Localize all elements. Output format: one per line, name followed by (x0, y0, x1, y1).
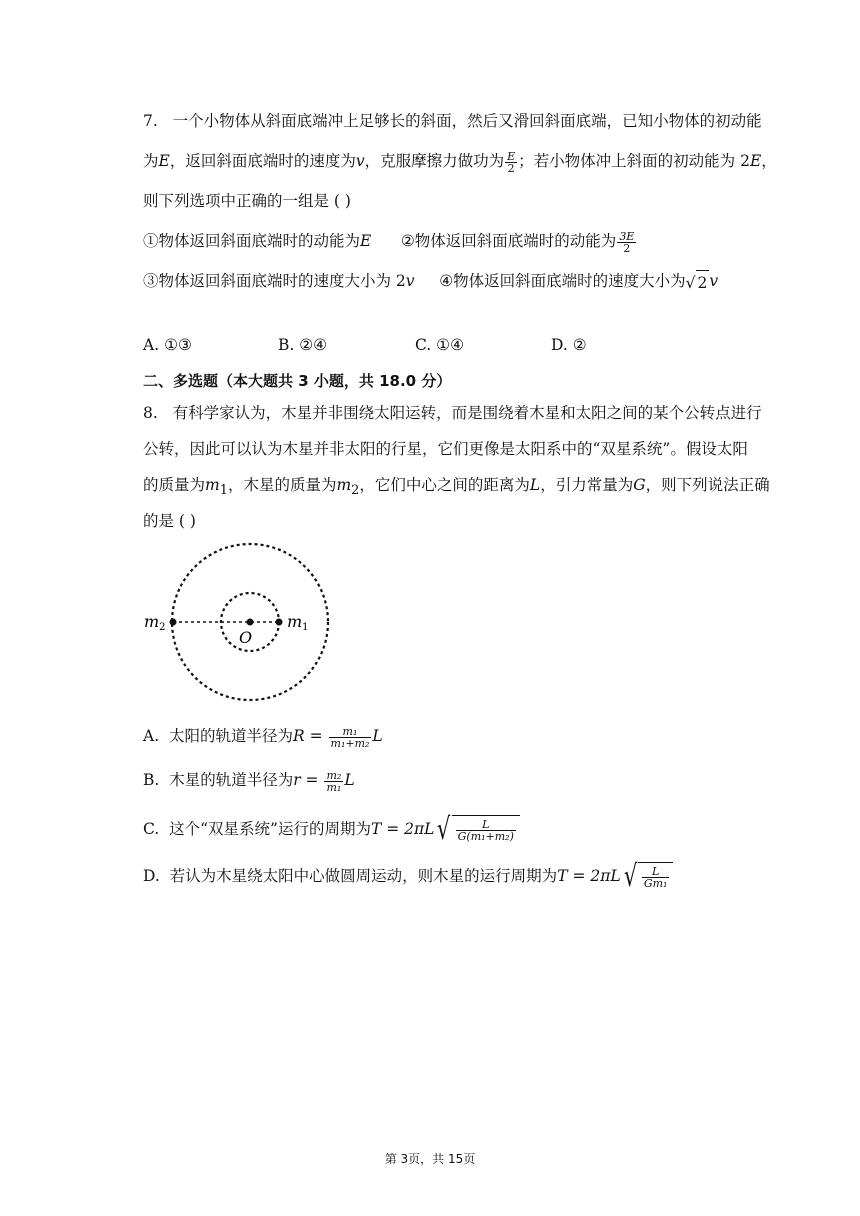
q8-text: ，则下列说法正确 (645, 476, 770, 494)
sqrt-expr: √ $\frac{L}{\text{G(m₁+m₂)}}$ (434, 815, 519, 845)
q8-line4: 的是 ( ) (143, 512, 196, 530)
math-v: v (709, 272, 719, 290)
option-label: A. (143, 336, 160, 354)
fraction (329, 726, 372, 749)
label-m2: m2 (144, 612, 166, 633)
option-label: D. (143, 867, 160, 885)
fraction-E-over-2 (505, 151, 517, 174)
math-v: v (355, 152, 365, 170)
q8-option-a[interactable] (143, 725, 383, 749)
frac-num: m₂ (326, 768, 342, 782)
q7-text: ，返回斜面底端时的速度为 (169, 152, 356, 170)
q7-line1 (143, 110, 762, 132)
frac-num: L (642, 866, 670, 878)
q7-statements-1-2 (143, 230, 637, 254)
math-expr: r = (293, 771, 324, 789)
label-O: O (239, 628, 253, 647)
q8-text: ，它们中心之间的距离为 (359, 476, 530, 494)
q7-line1-text: 一个小物体从斜面底端冲上足够长的斜面，然后又滑回斜面底端，已知小物体的初动能 (172, 112, 762, 130)
math-expr: T = 2πL (370, 820, 435, 838)
page-footer: 第 3页，共 15页 (384, 1152, 476, 1166)
math-L: L (344, 771, 355, 789)
frac-den: m₁+m₂ (330, 736, 370, 750)
option-text: ②④ (299, 336, 328, 354)
frac-den: 2 (623, 241, 631, 255)
option-label: B. (143, 771, 160, 789)
math-L: L (372, 727, 383, 745)
math-E: E (749, 152, 762, 170)
option-label: A. (143, 727, 160, 745)
binary-star-diagram (135, 535, 355, 715)
frac-den: Gm₁ (643, 876, 668, 890)
frac-num: m₁ (329, 726, 372, 738)
q7-option-c[interactable] (415, 336, 464, 354)
frac-den: 2 (507, 161, 515, 175)
option-text: 这个“双星系统”运行的周期为 (169, 820, 371, 838)
math-expr: R = (293, 727, 328, 745)
math-E: E (360, 232, 372, 250)
option-text: 木星的轨道半径为 (169, 771, 294, 789)
q8-line3 (143, 474, 770, 502)
math-E: E (158, 152, 170, 170)
q7-text: ， (761, 152, 777, 170)
frac-den: m₁ (326, 780, 342, 794)
q7-text: 为 (143, 152, 159, 170)
q8-text: 的质量为 (143, 476, 206, 494)
fraction (642, 866, 670, 889)
fraction (456, 819, 516, 842)
sqrt-expr: √ $\frac{L}{\text{Gm₁}}$ (621, 862, 674, 892)
option-label: C. (415, 336, 432, 354)
fraction (324, 770, 343, 793)
math-L: L (529, 476, 541, 494)
option-text: ② (572, 336, 587, 354)
q7-text: ，克服摩擦力做功为 (364, 152, 505, 170)
option-text: 太阳的轨道半径为 (168, 727, 293, 745)
q7-line2 (143, 150, 777, 174)
q8-line2: 公转，因此可以认为木星并非太阳的行星，它们更像是太阳系中的“双星系统”。假设太阳 (143, 440, 748, 458)
sqrt-2: √ 2 (686, 270, 710, 294)
frac-num: L (456, 819, 516, 831)
math-v: v (405, 272, 415, 290)
sqrt-radicand: 2 (696, 270, 710, 294)
q7-option-a[interactable] (143, 336, 192, 354)
q8-line1 (143, 402, 762, 424)
option-text: ①③ (164, 336, 192, 354)
q7-statements-3-4 (143, 270, 718, 294)
q8-option-b[interactable] (143, 769, 355, 793)
m2-dot (170, 619, 177, 626)
math-expr: T = 2πL (557, 867, 621, 885)
q7-number: 7. (143, 112, 158, 130)
option-text: 若认为木星绕太阳中心做圆周运动，则木星的运行周期为 (169, 867, 558, 885)
math-m: m (336, 476, 352, 494)
option-label: B. (278, 336, 295, 354)
center-dot (247, 619, 254, 626)
option-label: C. (143, 820, 160, 838)
q7-option-b[interactable] (278, 336, 327, 354)
q8-option-c[interactable] (143, 812, 520, 847)
statement-3: ③物体返回斜面底端时的速度大小为 2 (143, 272, 406, 290)
math-sub: 1 (219, 483, 228, 499)
q7-option-d[interactable] (551, 336, 587, 354)
math-sub: 2 (351, 483, 360, 499)
frac-den: G(m₁+m₂) (457, 829, 514, 843)
statement-1: ①物体返回斜面底端时的动能为 (143, 232, 361, 250)
frac-num: E (507, 149, 516, 163)
option-label: D. (551, 336, 568, 354)
label-m1: m1 (287, 612, 309, 633)
statement-2: ②物体返回斜面底端时的动能为 (400, 232, 617, 250)
q8-line1-text: 有科学家认为，木星并非围绕太阳运转，而是围绕着木星和太阳之间的某个公转点进行 (172, 404, 762, 422)
q8-text: ，木星的质量为 (227, 476, 337, 494)
math-m: m (205, 476, 220, 494)
q8-number: 8. (143, 404, 158, 422)
section-heading: 二、多选题（本大题共 3 小题，共 18.0 分） (143, 372, 452, 390)
option-text: ①④ (436, 336, 464, 354)
q7-text: ；若小物体冲上斜面的初动能为 2 (518, 152, 750, 170)
m1-dot (276, 619, 283, 626)
q8-option-d[interactable] (143, 859, 673, 894)
frac-num: 3E (619, 229, 635, 243)
q8-text: ，引力常量为 (540, 476, 634, 494)
fraction-3E-over-2 (617, 231, 636, 254)
math-G: G (633, 476, 646, 494)
q7-line3: 则下列选项中正确的一组是 ( ) (143, 192, 351, 210)
statement-4: ④物体返回斜面底端时的速度大小为 (439, 272, 686, 290)
